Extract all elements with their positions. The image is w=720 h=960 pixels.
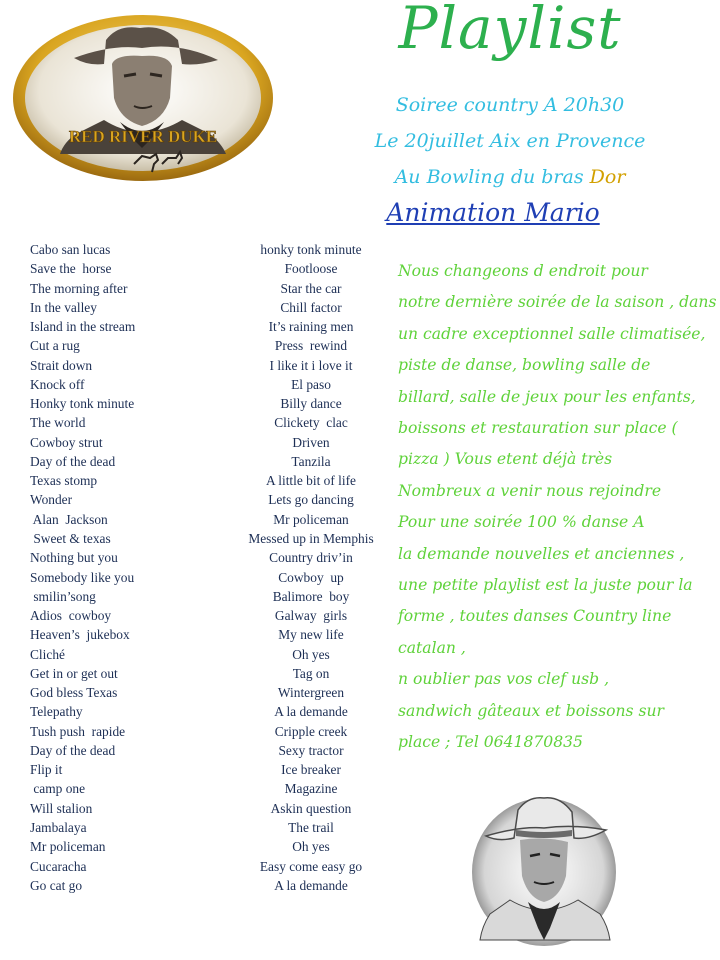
red-river-duke-logo: [12, 14, 274, 182]
description-line: une petite playlist est la juste pour la: [398, 576, 693, 595]
description-line: forme , toutes danses Country line: [398, 607, 672, 626]
song-item: Adios cowboy: [30, 608, 112, 624]
song-item: Get in or get out: [30, 665, 118, 681]
page-title: Playlist: [398, 0, 622, 62]
song-item: Strait down: [30, 357, 93, 373]
song-item: Will stalion: [30, 800, 93, 816]
song-item: Lets go dancing: [268, 492, 354, 508]
song-item: Mr policeman: [30, 839, 106, 855]
description-line: Nous changeons d endroit pour: [398, 262, 648, 280]
song-item: Go cat go: [30, 877, 83, 893]
venue-highlight: Dor: [589, 166, 626, 188]
song-item: Cowboy strut: [30, 434, 103, 450]
song-item: Cut a rug: [30, 338, 80, 354]
song-item: In the valley: [30, 299, 97, 315]
description-line: n oublier pas vos clef usb ,: [398, 670, 610, 689]
song-item: I like it i love it: [269, 357, 353, 373]
song-item: Cowboy up: [278, 569, 344, 585]
song-item: Driven: [292, 434, 330, 450]
song-item: Oh yes: [292, 839, 330, 855]
song-item: Tush push rapide: [30, 723, 126, 739]
cowboy-photo-icon: [470, 790, 618, 948]
description-line: billard, salle de jeux pour les enfants,: [398, 387, 696, 406]
event-description: [398, 256, 717, 759]
song-item: camp one: [30, 781, 86, 797]
song-item: Messed up in Memphis: [248, 530, 374, 546]
song-item: Nothing but you: [30, 550, 118, 566]
venue-text: Au Bowling du bras: [394, 166, 590, 188]
song-item: Day of the dead: [30, 742, 116, 758]
song-item: Island in the stream: [30, 319, 136, 335]
description-line: notre dernière soirée de la saison , dans: [398, 293, 717, 312]
description-line: un cadre exceptionnel salle climatisée,: [398, 324, 706, 343]
song-item: Balimore boy: [272, 588, 350, 604]
song-item: Heaven’s jukebox: [30, 627, 130, 643]
cowboy-portrait-image: [470, 790, 618, 948]
description-line: sandwich gâteaux et boissons sur: [398, 701, 664, 720]
song-item: Cripple creek: [274, 723, 348, 739]
song-item: Askin question: [270, 800, 352, 816]
logo-text: RED RIVER DUKE: [68, 127, 218, 146]
song-item: Chill factor: [280, 299, 342, 315]
song-item: A little bit of life: [265, 473, 356, 489]
song-item: Texas stomp: [30, 473, 98, 489]
song-item: Wintergreen: [277, 685, 345, 701]
song-item: Telepathy: [30, 704, 83, 720]
description-line: boissons et restauration sur place (: [398, 419, 678, 438]
song-item: The world: [30, 415, 86, 431]
song-item: The morning after: [30, 280, 128, 296]
song-item: A la demande: [274, 877, 348, 893]
playlist-left-column: [30, 240, 230, 895]
song-item: Galway girls: [274, 608, 348, 624]
song-item: Sweet & texas: [30, 530, 111, 546]
event-venue-line: [300, 166, 720, 188]
song-item: Mr policeman: [273, 511, 349, 527]
song-item: Cucaracha: [30, 858, 87, 874]
song-item: Save the horse: [30, 261, 112, 277]
song-item: Somebody like you: [30, 569, 135, 585]
song-item: Sexy tractor: [278, 742, 344, 758]
description-line: piste de danse, bowling salle de: [398, 356, 651, 375]
song-item: A la demande: [274, 704, 348, 720]
song-item: Clickety clac: [274, 415, 348, 431]
song-item: Press rewind: [274, 338, 348, 354]
song-item: smilin’song: [30, 588, 96, 604]
song-item: My new life: [278, 627, 344, 643]
song-item: Tanzila: [291, 453, 331, 469]
song-item: Country driv’in: [269, 550, 353, 566]
song-item: Wonder: [30, 492, 73, 508]
animation-heading: Animation Mario: [386, 198, 600, 227]
song-item: Alan Jackson: [30, 511, 108, 527]
song-item: Tag on: [292, 665, 330, 681]
song-item: Knock off: [30, 376, 85, 392]
song-item: El paso: [291, 376, 331, 392]
description-line: place ; Tel 0641870835: [398, 733, 583, 752]
song-item: Billy dance: [280, 396, 342, 412]
description-line: Nombreux a venir nous rejoindre: [398, 481, 662, 500]
description-line: la demande nouvelles et anciennes ,: [398, 544, 685, 563]
description-line: catalan ,: [398, 638, 466, 657]
song-item: Star the car: [280, 280, 342, 296]
song-item: Magazine: [284, 781, 338, 797]
song-item: Cliché: [30, 646, 65, 662]
song-item: God bless Texas: [30, 685, 118, 701]
song-item: Day of the dead: [30, 453, 116, 469]
song-item: The trail: [288, 819, 334, 835]
song-item: Honky tonk minute: [30, 396, 135, 412]
song-item: Ice breaker: [281, 762, 341, 778]
description-line: pizza ) Vous etent déjà très: [398, 450, 613, 469]
song-item: It’s raining men: [268, 319, 354, 335]
song-item: Easy come easy go: [259, 858, 363, 874]
description-line: Pour une soirée 100 % danse A: [398, 513, 645, 532]
song-item: Footloose: [284, 261, 338, 277]
song-item: honky tonk minute: [260, 242, 362, 257]
event-date-location-line: Le 20juillet Aix en Provence: [374, 130, 646, 152]
cowboy-sketch-image: [12, 14, 274, 182]
song-item: Oh yes: [292, 646, 330, 662]
playlist-right-column: [216, 240, 406, 895]
event-time-line: Soiree country A 20h30: [395, 94, 625, 116]
song-item: Cabo san lucas: [30, 242, 111, 257]
song-item: Flip it: [30, 762, 63, 778]
song-item: Jambalaya: [30, 819, 87, 835]
